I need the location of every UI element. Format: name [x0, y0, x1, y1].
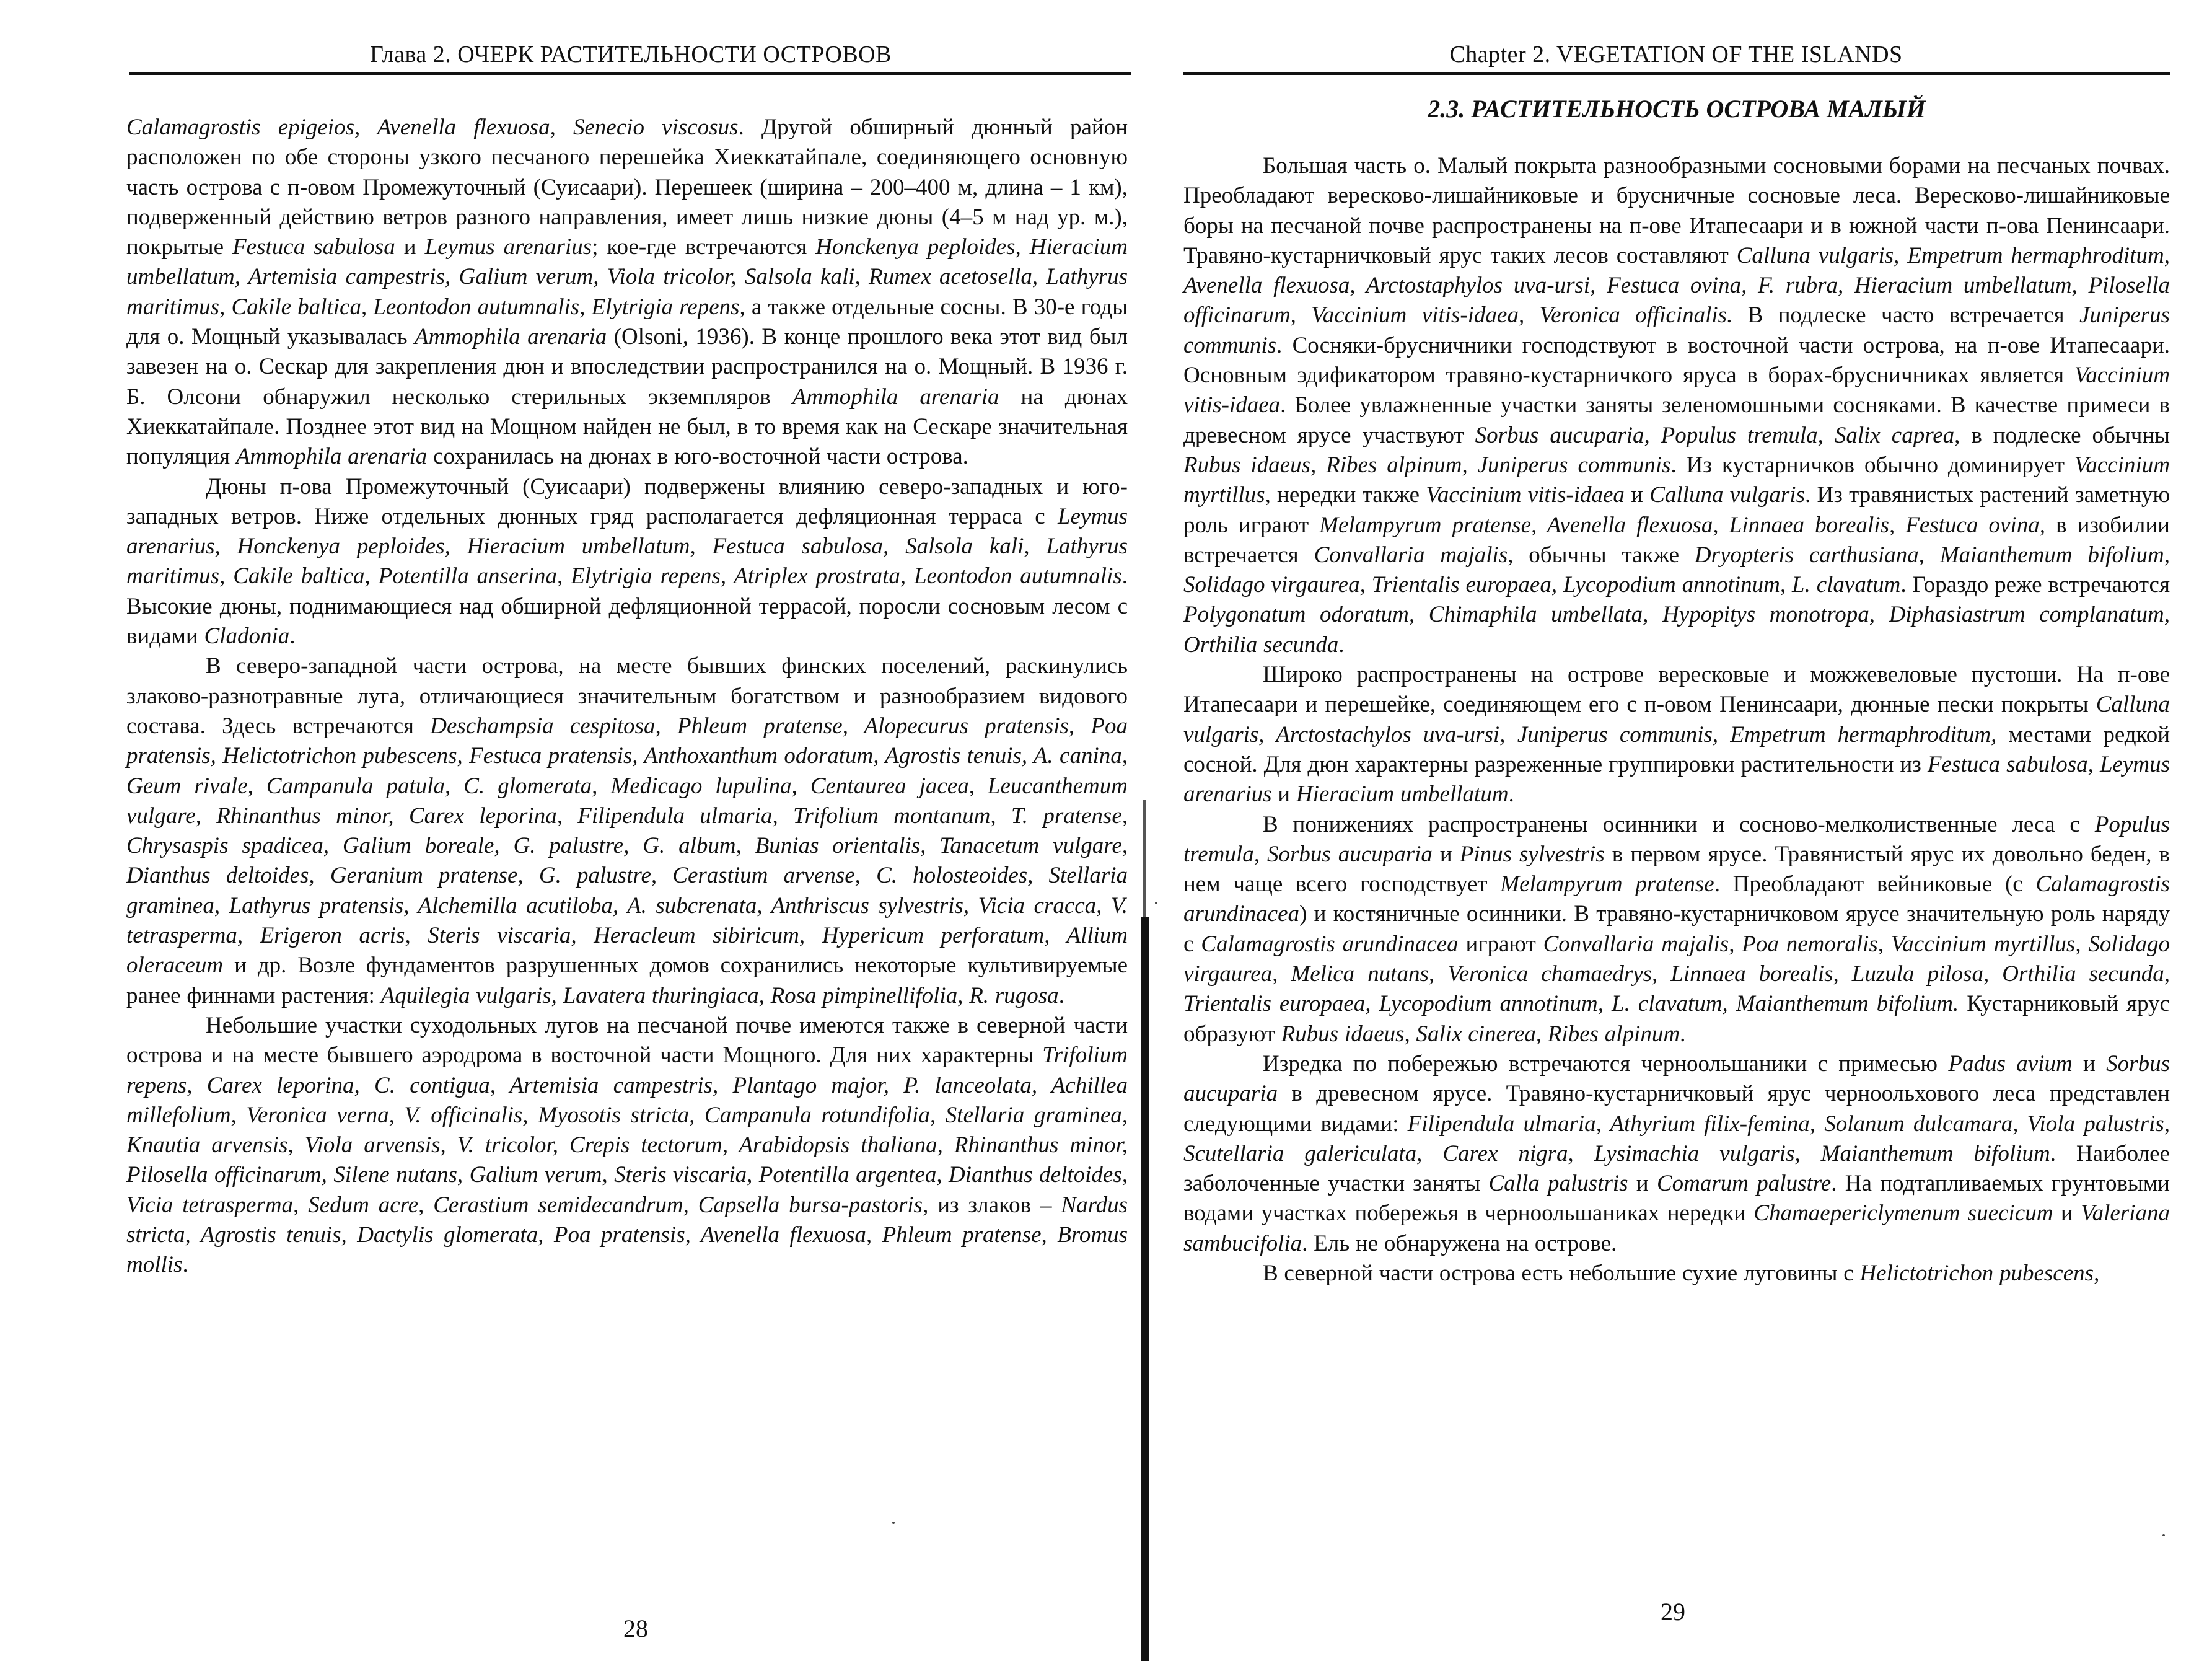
body-text-right [1183, 151, 2170, 1289]
paragraph-text: Кустарниковый ярус образуют [1183, 991, 2170, 1047]
paragraph-text: в древесном ярусе. Травяно-кустарничковый ярус черноольхового леса представлен следующими видами: [1183, 1081, 2170, 1137]
species-names: Calluna vulgaris, Empetrum hermaphroditum, Avenella flexuosa, Arctostaphylos uva-ursi, Festuca ovina, F. rubra, Hieracium umbellatum, Pilosella officinarum, Vaccinium vitis-idaea, Veronica officinalis. [1183, 242, 2170, 328]
paragraph [126, 113, 1128, 472]
paragraph-text: В понижениях распространены осинники и сосново-мелколиственные леса с [1263, 811, 2095, 837]
paragraph-text: и [1271, 782, 1296, 808]
species-names: Cladonia [204, 623, 290, 650]
paragraph-text: Небольшие участки суходольных лугов на песчаной почве имеются также в северной части острова и на месте бывшего аэродрома в восточной части Мощного. Для них характерны [126, 1012, 1128, 1068]
paragraph-text: , [2094, 1260, 2100, 1286]
paragraph-text: , нередки также [1265, 482, 1426, 508]
species-names: Honckenya peploides, Hieracium umbellatum, Artemisia campestris, Galium verum, Viola tricolor, Salsola kali, Rumex acetosella, Lathyrus maritimus, Cakile baltica, Leontodon autumnalis, Elytrigia repens, [126, 234, 1128, 320]
paragraph-text: В северо-западной части острова, на месте бывших финских поселений, раскинулись злаково-разнотравные луга, отличающиеся значительным богатством и разнообразием видового состава. Здесь встречаются [126, 653, 1128, 739]
paragraph [1183, 1049, 2170, 1259]
species-names: Leymus arenarius, Honckenya peploides, Hieracium umbellatum, Festuca sabulosa, Salsola kali, Lathyrus maritimus, Cakile baltica, Potentilla anserina, Elytrigia repens, Atriplex prostrata, Leontodon autumnalis [126, 503, 1128, 589]
paragraph-text: сохранилась на дюнах в юго-восточной части острова. [427, 444, 968, 470]
species-names: Vaccinium vitis-idaea [1183, 363, 2170, 418]
paragraph-text: . Из кустарничков обычно доминирует [1670, 452, 2074, 478]
species-names: Nardus stricta, Agrostis tenuis, Dactylis glomerata, Poa pratensis, Avenella flexuosa, Phleum pratense, Bromus mollis [126, 1192, 1128, 1278]
species-names: Polygonatum odoratum, Chimaphila umbellata, Hypopitys monotropa, Diphasiastrum complanatum, Orthilia secunda [1183, 602, 2170, 658]
paragraph [1183, 1259, 2170, 1289]
paragraph-text: . Высокие дюны, поднимающиеся над обширной дефляционной террасой, поросли сосновым лесом с видами [126, 563, 1128, 650]
paragraph [126, 472, 1128, 652]
species-names: Comarum palustre [1656, 1171, 1832, 1197]
gutter-shadow [1143, 800, 1146, 923]
paragraph-text: . Более увлажненные участки заняты зеленомошными сосняками. В качестве примеси в древесном ярусе участвуют [1183, 392, 2170, 448]
book-spine [1141, 917, 1149, 1661]
species-names: Leymus arenarius [424, 234, 592, 260]
paragraph-text: Большая часть о. Малый покрыта разнообразными сосновыми борами на песчаных почвах. Преобладают вересково-лишайниковые и брусничные сосновые леса. Вересково-лишайниковые боры на песчаной почве распространены на п-ове Итапесаари и в южной части п-ова Пенинсаари. Травяно-кустарничковый ярус таких лесов составляют [1183, 153, 2170, 268]
paragraph-text: Широко распространены на острове вересковые и можжевеловые пустоши. На п-ове Итапесаари и перешейке, соединяющем его с п-овом Пенинсаари, дюнные пески покрыты [1183, 662, 2170, 718]
paragraph-text: . Гораздо реже встречаются [1900, 572, 2170, 598]
species-names: Calamagrostis arundinacea [1183, 871, 2170, 927]
species-names: Sorbus aucuparia, Populus tremula, Salix caprea [1475, 422, 1955, 448]
species-names: Festuca sabulosa [232, 234, 395, 260]
species-names: Populus tremula, Sorbus aucuparia [1183, 811, 2170, 867]
species-names: Convallaria majalis, Poa nemoralis, Vaccinium myrtillus, Solidago virgaurea, Melica nutans, Veronica chamaedrys, Linnaea borealis, Luzula pilosa, Orthilia secunda, Trientalis europaea, Lycopodium annotinum, L. clavatum, Maianthemum bifolium. [1183, 931, 2170, 1017]
paragraph [1183, 151, 2170, 660]
species-names: Convallaria majalis [1314, 542, 1508, 568]
paragraph-text: , в подлеске обычны [1954, 422, 2170, 448]
species-names: Melampyrum pratense, Avenella flexuosa, Linnaea borealis, Festuca ovina, [1319, 512, 2045, 538]
paragraph-text: на дюнах Хиеккатайпале. Позднее этот вид на Мощном найден не был, в то время как на Сескаре значительная популяция [126, 384, 1128, 470]
species-names: Deschampsia cespitosa, Phleum pratense, Alopecurus pratensis, Poa pratensis, Helictotrichon pubescens, Festuca pratensis, Anthoxanthum odoratum, Agrostis tenuis, A. canina, Geum rivale, Campanula patula, C. glomerata, Medicago lupulina, Centaurea jacea, Leucanthemum vulgare, Rhinanthus minor, Carex leporina, Filipendula ulmaria, Trifolium montanum, T. pratense, Chrysaspis spadicea, Galium boreale, G. palustre, G. album, Bunias orientalis, Tanacetum vulgare, Dianthus deltoides, Geranium pratense, G. palustre, Cerastium arvense, C. holosteoides, Stellaria graminea, Lathyrus pratensis, Alchemilla acutiloba, A. subcrenata, Anthriscus sylvestris, Vicia cracca, V. tetrasperma, Erigeron acris, Steris viscaria, Heracleum sibiricum, Hypericum perforatum, Allium oleraceum [126, 713, 1128, 979]
paragraph-text: в изобилии встречается [1183, 512, 2170, 568]
running-head-right: Chapter 2. VEGETATION OF THE ISLANDS [1449, 42, 1903, 68]
header-rule-left [129, 72, 1131, 75]
paragraph-text: . [182, 1252, 188, 1278]
species-names: Calluna vulgaris [1649, 482, 1805, 508]
section-title: 2.3. РАСТИТЕЛЬНОСТЬ ОСТРОВА МАЛЫЙ [1428, 95, 1926, 123]
paragraph-text: Изредка по побережью встречаются черноольшаники с примесью [1263, 1051, 1949, 1077]
paragraph-text: В северной части острова есть небольшие сухие луговины с [1263, 1260, 1860, 1286]
species-names: Rubus idaeus, Salix cinerea, Ribes alpinum [1281, 1021, 1680, 1047]
page-number-left: 28 [623, 1615, 648, 1642]
paragraph-text: . [1338, 632, 1345, 658]
species-names: Chamaepericlymenum suecicum [1753, 1201, 2053, 1227]
paragraph-text: . Преобладают вейниковые (с [1714, 871, 2036, 897]
paragraph-text: , обычны также [1508, 542, 1695, 568]
paragraph-text: в первом ярусе. Травянистый ярус их довольно беден, в нем чаще всего господствует [1183, 841, 2170, 897]
species-names: Festuca sabulosa, Leymus arenarius [1183, 751, 2170, 808]
paragraph-text: (Olsoni, 1936). В конце прошлого века этот вид был завезен на о. Сескар для закрепления дюн и впоследствии распространился на о. Мощный. В 1936 г. Б. Олсони обнаружил несколько стерильных экземпляров [126, 324, 1128, 410]
paragraph-text: . [1508, 782, 1514, 808]
paragraph-text: . На подтапливаемых грунтовыми водами участках побережья в черноольшаниках нередки [1183, 1171, 2170, 1227]
paragraph-text: . Ель не обнаружена на острове. [1302, 1230, 1617, 1256]
scan-speck [1155, 902, 1157, 904]
species-names: Helictotrichon pubescens [1859, 1260, 2094, 1286]
paragraph-text: а также отдельные сосны. В 30-е годы для о. Мощный указывалась [126, 294, 1128, 350]
species-names: Vaccinium vitis-idaea [1426, 482, 1625, 508]
species-names: Calamagrostis epigeios, Avenella flexuosa, Senecio viscosus [126, 115, 739, 140]
paragraph [126, 651, 1128, 1011]
paragraph-text: . [1680, 1021, 1686, 1047]
paragraph-text: . Из травянистых растений заметную роль играют [1183, 482, 2170, 538]
paragraph-text: местами редкой сосной. Для дюн характерны разреженные группировки растительности из [1183, 721, 2170, 777]
species-names: Hieracium umbellatum [1296, 782, 1509, 808]
scan-speck [892, 1522, 895, 1524]
paragraph-text: ) и костяничные осинники. В травяно-кустарничковом ярусе значительную роль наряду с [1183, 901, 2170, 957]
paragraph-text: . Другой обширный дюнный район расположен по обе стороны узкого песчаного перешейка Хиеккатайпале, соединяющего основную часть острова с п-овом Промежуточный (Суисаари). Перешеек (ширина – 200–400 м, длина – 1 км), подверженный действию ветров разного направления, имеет лишь низкие дюны (4–5 м над ур. м.), покрытые [126, 115, 1128, 260]
species-names: Ammophila arenaria [792, 384, 999, 410]
species-names: Juniperus communis [1183, 302, 2170, 358]
species-names: Trifolium repens, Carex leporina, C. contigua, Artemisia campestris, Plantago major, P. lanceolata, Achillea millefolium, Veronica verna, V. officinalis, Myosotis stricta, Campanula rotundifolia, Stellaria graminea, Knautia arvensis, Viola arvensis, V. tricolor, Crepis tectorum, Arabidopsis thaliana, Rhinanthus minor, Pilosella officinarum, Silene nutans, Galium verum, Steris viscaria, Potentilla argentea, Dianthus deltoides, Vicia tetrasperma, Sedum acre, Cerastium semidecandrum, Capsella bursa-pastoris, [126, 1042, 1128, 1218]
paragraph-text: и [2072, 1051, 2107, 1077]
species-names: Ammophila arenaria [415, 324, 607, 350]
paragraph-text: . [289, 623, 296, 650]
paragraph-text: и [1624, 482, 1650, 508]
species-names: Calamagrostis arundinacea [1201, 931, 1459, 957]
species-names: Valeriana sambucifolia [1183, 1201, 2170, 1256]
paragraph [1183, 660, 2170, 809]
running-head-left: Глава 2. ОЧЕРК РАСТИТЕЛЬНОСТИ ОСТРОВОВ [370, 42, 892, 68]
species-names: Calluna vulgaris, Arctostachylos uva-ursi, Juniperus communis, Empetrum hermaphroditum, [1183, 692, 2170, 747]
header-rule-right [1183, 72, 2170, 75]
species-names: Padus avium [1948, 1051, 2073, 1077]
paragraph-text: ; кое-где встречаются [592, 234, 816, 260]
species-names: Aquilegia vulgaris, Lavatera thuringiaca, Rosa pimpinellifolia, R. rugosa [380, 982, 1059, 1008]
paragraph-text: из злаков – [928, 1192, 1061, 1218]
species-names: Dryopteris carthusiana, Maianthemum bifolium, Solidago virgaurea, Trientalis europaea, Lycopodium annotinum, L. clavatum [1183, 542, 2170, 598]
paragraph-text: и [1628, 1171, 1657, 1197]
species-names: Ammophila arenaria [235, 444, 428, 470]
paragraph-text: . Наиболее заболоченные участки заняты [1183, 1140, 2170, 1197]
page-number-right: 29 [1661, 1598, 1685, 1626]
paragraph-text: и др. Возле фундаментов разрушенных домов сохранились некоторые культивируемые ранее финнами растения: [126, 953, 1128, 1008]
species-names: Sorbus aucuparia [1183, 1051, 2170, 1107]
paragraph-text: . [1058, 982, 1064, 1008]
species-names: Filipendula ulmaria, Athyrium filix-femina, Solanum dulcamara, Viola palustris, Scutellaria galericulata, Carex nigra, Lysimachia vulgaris, Maianthemum bifolium [1183, 1111, 2170, 1166]
species-names: Calla palustris [1488, 1171, 1628, 1197]
paragraph-text: Дюны п-ова Промежуточный (Суисаари) подвержены влиянию северо-западных и юго-западных ветров. Ниже отдельных дюнных гряд располагается дефляционная терраса с [126, 474, 1128, 529]
body-text-left [126, 113, 1128, 1280]
paragraph-text: и [2053, 1201, 2081, 1227]
paragraph-text: и [1432, 841, 1460, 867]
paragraph [126, 1011, 1128, 1280]
species-names: Melampyrum pratense [1500, 871, 1714, 897]
paragraph-text: играют [1458, 931, 1543, 957]
paragraph-text: и [395, 234, 425, 260]
paragraph-text: . Сосняки-брусничники господствуют в восточной части острова, на п-ове Итапесаари. Основным эдификатором травяно-кустарничкого яруса в борах-брусничниках является [1183, 332, 2170, 389]
paragraph [1183, 810, 2170, 1049]
species-names: Pinus sylvestris [1459, 841, 1605, 867]
paragraph-text: В подлеске часто встречается [1732, 302, 2080, 328]
scan-speck [2162, 1534, 2165, 1536]
species-names: Vaccinium myrtillus [1183, 452, 2170, 508]
species-names: Rubus idaeus, Ribes alpinum, Juniperus communis [1183, 452, 1671, 478]
